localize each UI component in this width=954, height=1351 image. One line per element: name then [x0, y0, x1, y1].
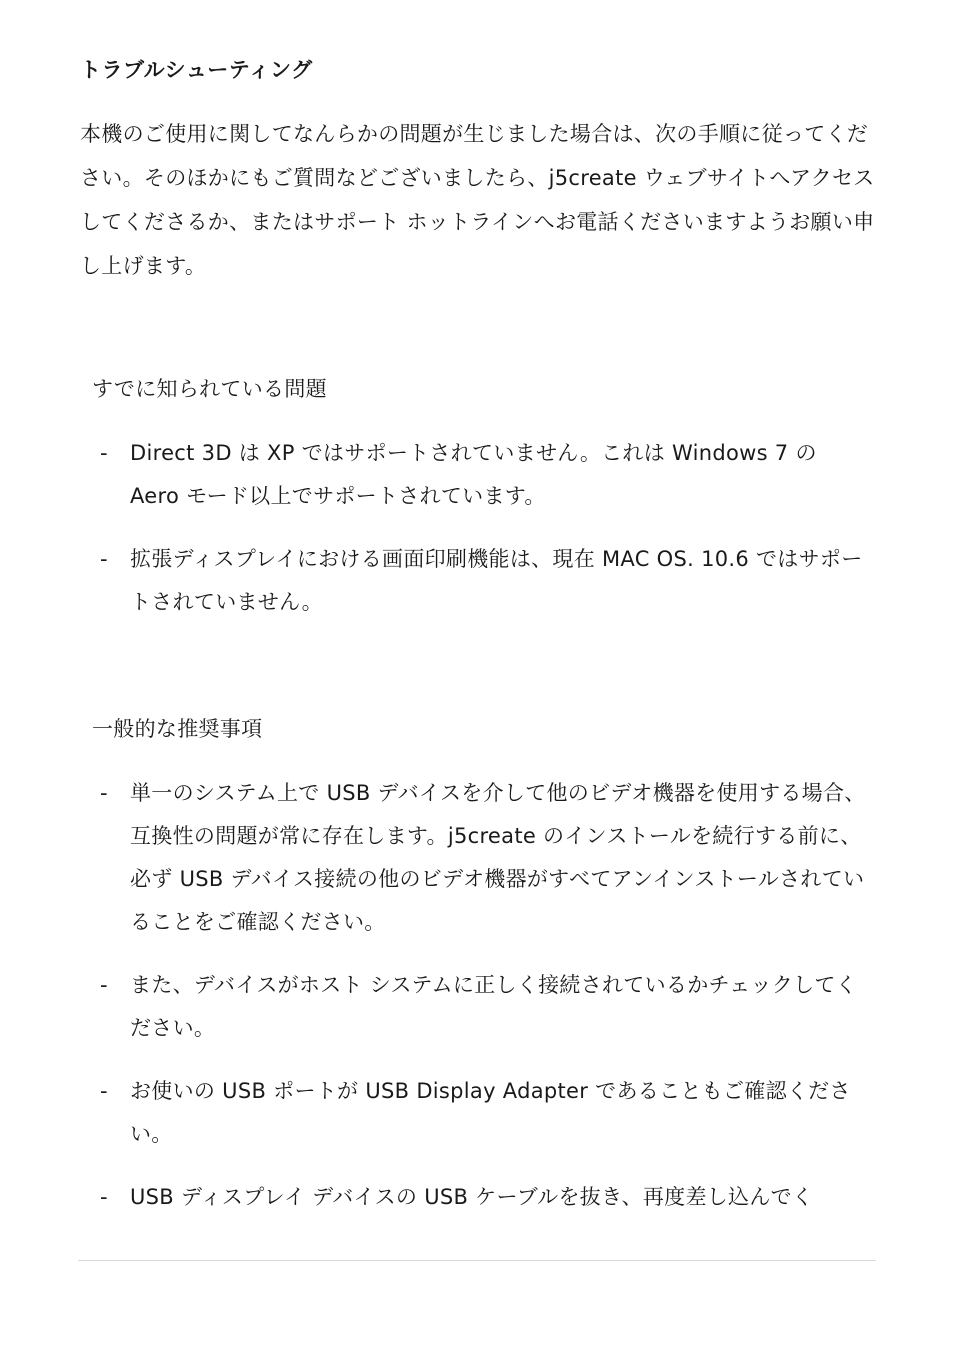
list-item-text: お使いの USB ポートが USB Display Adapter であることもご確認ください。: [130, 1079, 851, 1146]
list-item: [100, 432, 870, 518]
list-item-text: 単一のシステム上で USB デバイスを介して他のビデオ機器を使用する場合、互換性の問題が常に存在します。j5create のインストールを続行する前に、必ず USB デバイス接続の他のビデオ機器がすべてアンインストールされていることをご確認ください。: [130, 781, 866, 934]
list-item-text: また、デバイスがホスト システムに正しく接続されているかチェックしてください。: [130, 973, 857, 1040]
list-item-text: USB ディスプレイ デバイスの USB ケーブルを抜き、再度差し込んでく: [130, 1185, 814, 1209]
page-title: トラブルシューティング: [80, 58, 313, 82]
known-issues-heading: すでに知られている問題: [92, 377, 327, 401]
known-issues-list: [100, 432, 870, 644]
list-item: [100, 1070, 870, 1156]
bullet-dash: -: [100, 547, 108, 571]
bullet-dash: -: [100, 1185, 108, 1209]
list-item: [100, 772, 870, 944]
recommendations-list: [100, 772, 870, 1239]
list-item: [100, 1176, 870, 1219]
bullet-dash: -: [100, 1079, 108, 1103]
intro-paragraph: 本機のご使用に関してなんらかの問題が生じました場合は、次の手順に従ってください。そのほかにもご質問などございましたら、j5create ウェブサイトへアクセスしてくださるか、またはサポート ホットラインへお電話くださいますようお願い申し上げます。: [80, 122, 875, 278]
bullet-dash: -: [100, 781, 108, 805]
list-item: [100, 538, 870, 624]
list-item: [100, 964, 870, 1050]
footer-divider: [78, 1260, 876, 1261]
bullet-dash: -: [100, 973, 108, 997]
list-item-text: 拡張ディスプレイにおける画面印刷機能は、現在 MAC OS. 10.6 ではサポートされていません。: [130, 547, 863, 614]
list-item-text: Direct 3D は XP ではサポートされていません。これは Windows 7 の Aero モード以上でサポートされています。: [130, 441, 817, 508]
recommendations-heading: 一般的な推奨事項: [92, 717, 263, 741]
bullet-dash: -: [100, 441, 108, 465]
